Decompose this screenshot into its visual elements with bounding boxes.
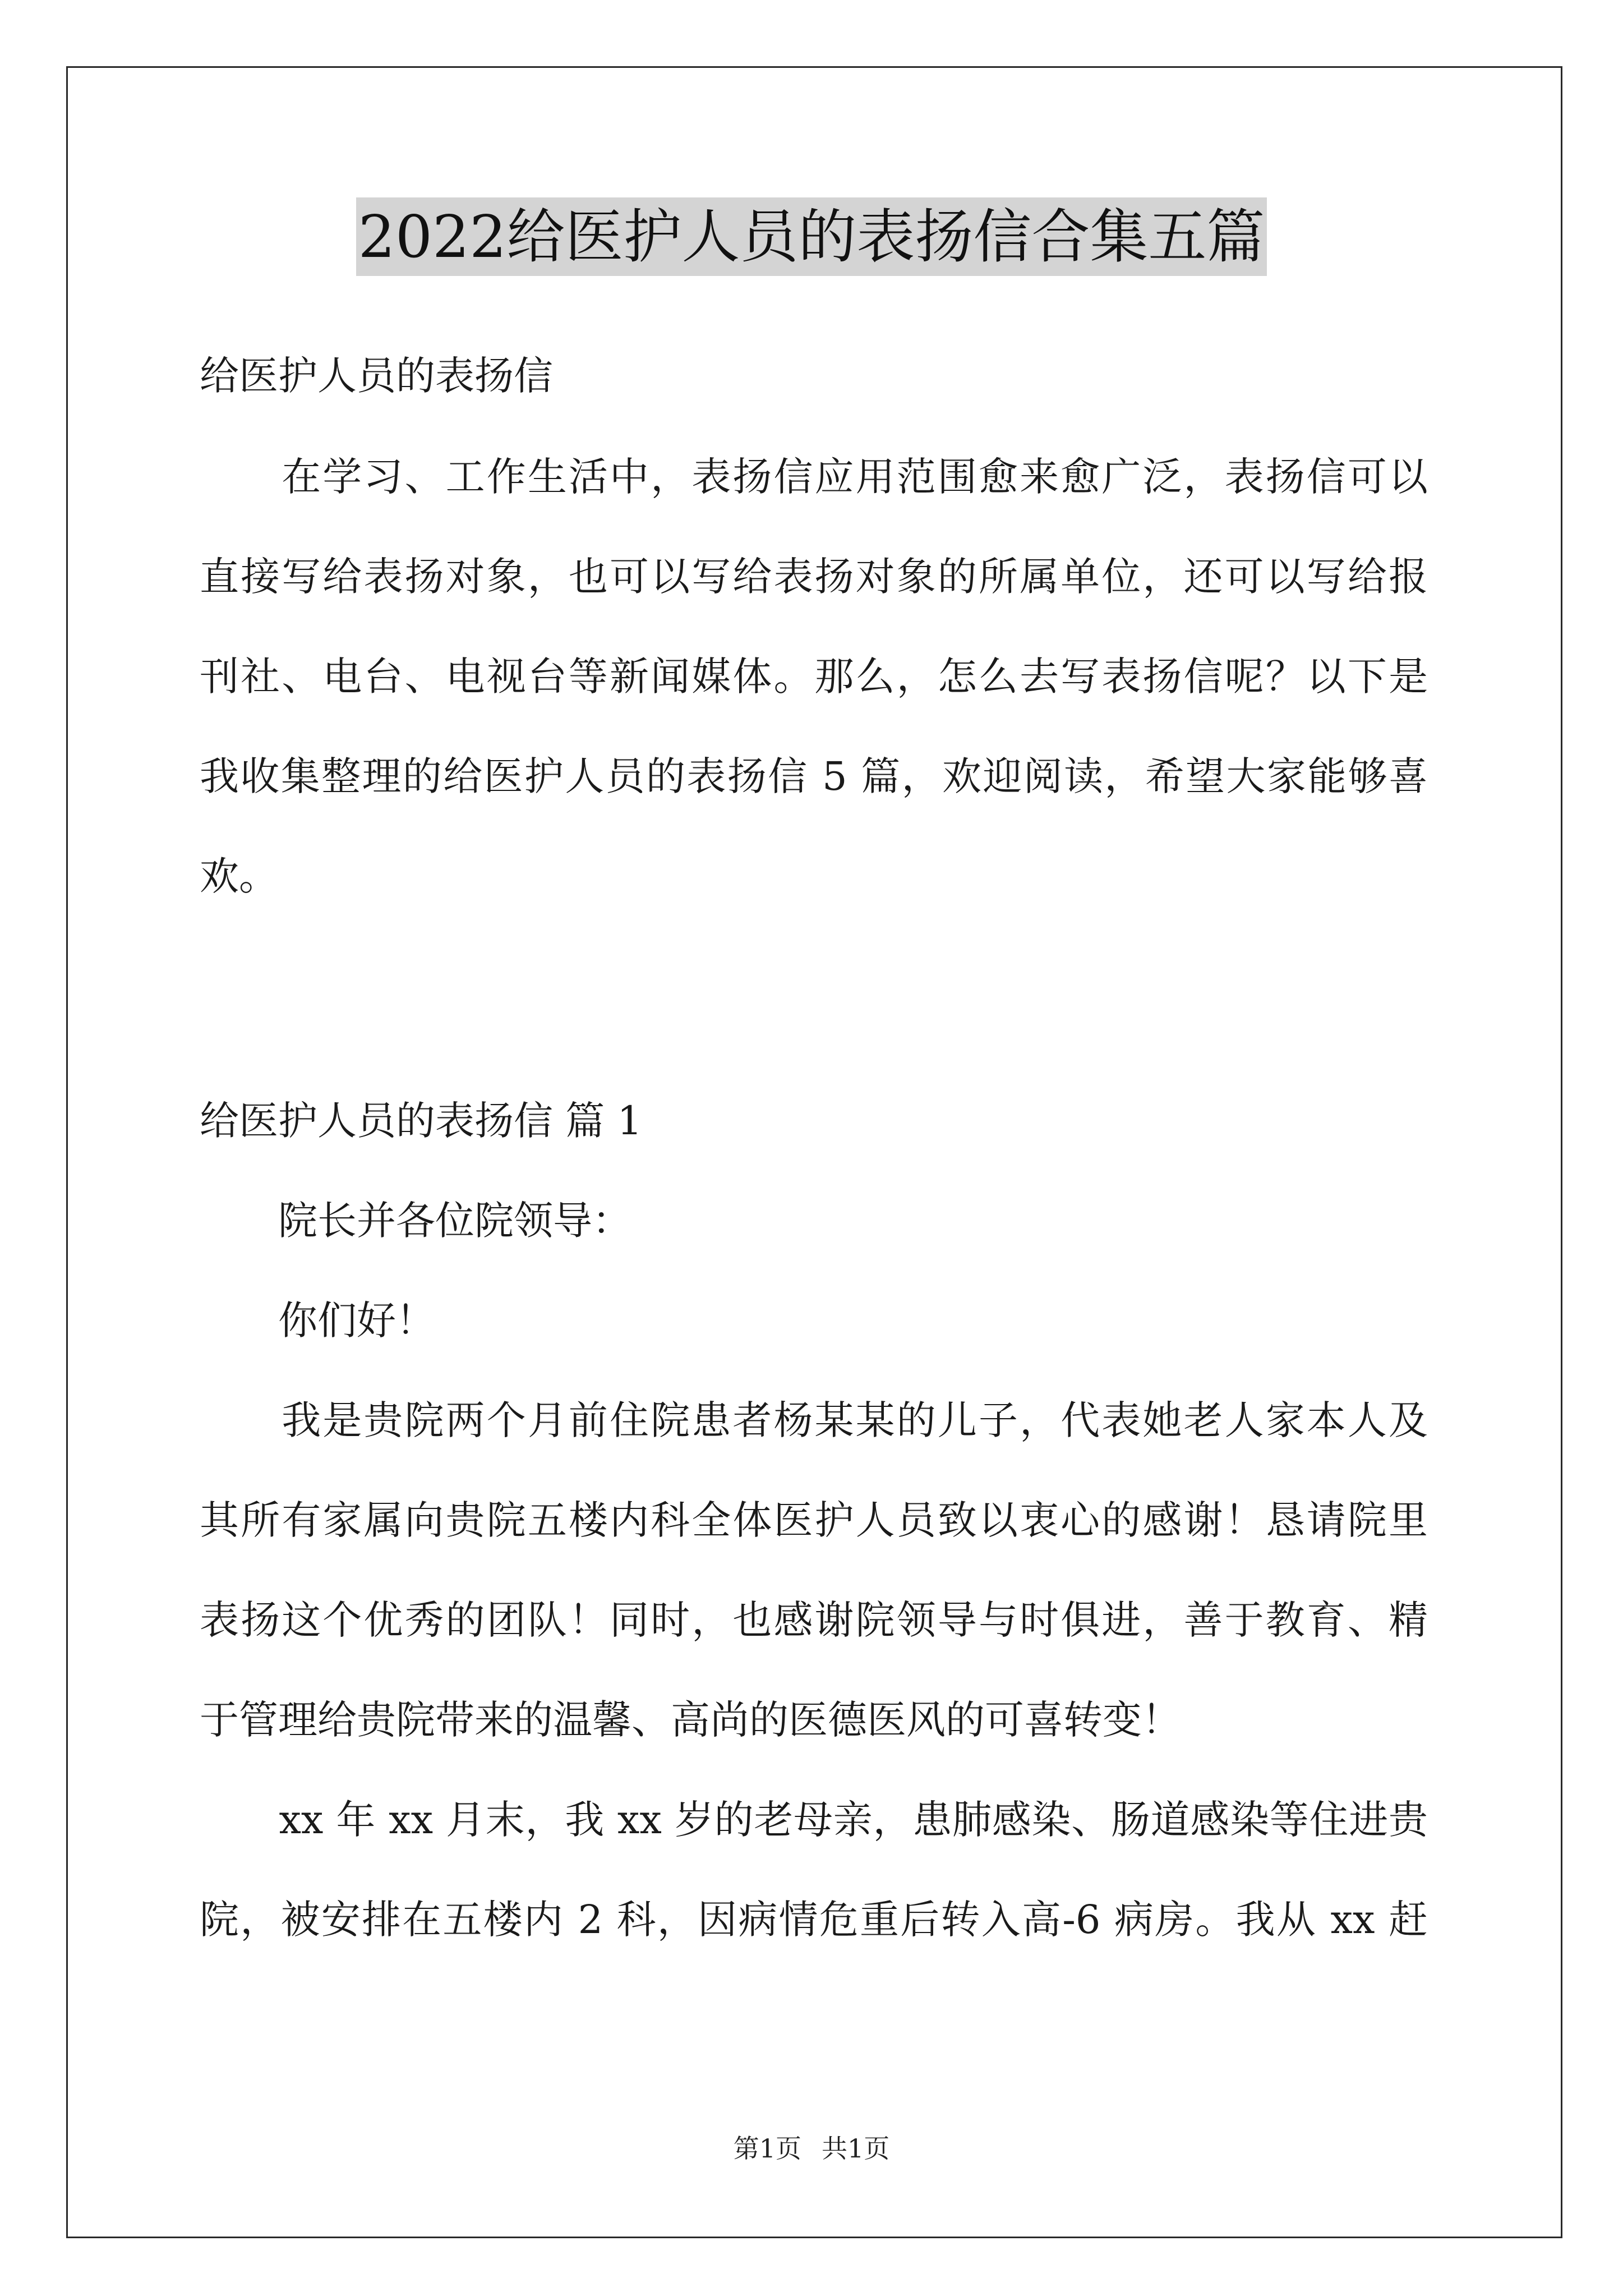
salutation: 院长并各位院领导： [200, 1198, 631, 1244]
paragraph-line: xx 年 xx 月末，我 xx 岁的老母亲，患肺感染、肠道感染等住进贵 [200, 1797, 1428, 1843]
paragraph-line: 在学习、工作生活中，表扬信应用范围愈来愈广泛，表扬信可以 [200, 454, 1428, 500]
section-heading: 给医护人员的表扬信 [200, 353, 553, 399]
page-number-total: 共1页 [822, 2133, 890, 2164]
paragraph-line: 直接写给表扬对象，也可以写给表扬对象的所属单位，还可以写给报 [200, 554, 1428, 600]
greeting: 你们好！ [200, 1297, 435, 1343]
paragraph-line: 表扬这个优秀的团队！同时，也感谢院领导与时俱进，善于教育、精 [200, 1597, 1428, 1643]
paragraph-line: 刊社、电台、电视台等新闻媒体。那么，怎么去写表扬信呢？以下是 [200, 654, 1428, 700]
paragraph-line: 其所有家属向贵院五楼内科全体医护人员致以衷心的感谢！恳请院里 [200, 1497, 1428, 1543]
document-title: 2022给医护人员的表扬信合集五篇 [356, 197, 1267, 276]
paragraph-line: 欢。 [200, 853, 278, 899]
paragraph-line: 于管理给贵院带来的温馨、高尚的医德医风的可喜转变！ [200, 1697, 1181, 1743]
section-heading: 给医护人员的表扬信 篇 1 [200, 1098, 643, 1144]
paragraph-line: 我收集整理的给医护人员的表扬信 5 篇，欢迎阅读，希望大家能够喜 [200, 753, 1428, 799]
paragraph-line: 院，被安排在五楼内 2 科，因病情危重后转入高-6 病房。我从 xx 赶 [200, 1897, 1428, 1943]
title-container [0, 197, 1623, 276]
paragraph-line: 我是贵院两个月前住院患者杨某某的儿子，代表她老人家本人及 [200, 1397, 1428, 1443]
page-number-current: 第1页 [733, 2133, 801, 2164]
page-footer [0, 2132, 1623, 2165]
